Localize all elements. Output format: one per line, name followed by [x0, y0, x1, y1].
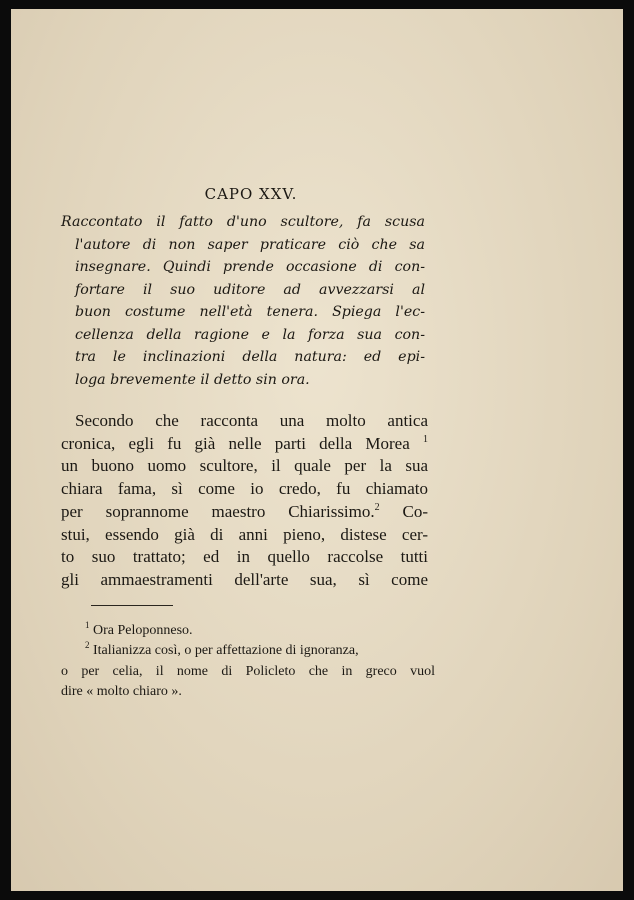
footnote-text: Italianizza così, o per affettazione di ignoranza, — [93, 643, 359, 659]
body-line: to suo trattato; ed in quello raccolse tutti — [61, 547, 428, 567]
body-line — [61, 501, 428, 524]
chapter-title: CAPO XXV. — [204, 185, 298, 203]
summary-line: l'autore di non saper praticare ciò che sa — [75, 236, 425, 253]
summary-line: fortare il suo uditore ad avvezzarsi al — [75, 281, 425, 298]
body-line — [61, 433, 428, 456]
summary-line: buon costume nell'età tenera. Spiega l'ec- — [75, 304, 425, 320]
summary-line: insegnare. Quindi prende occasione di con- — [75, 259, 425, 275]
footnote-line: dire « molto chiaro ». — [61, 683, 182, 699]
body-line: chiara fama, sì come io credo, fu chiamato — [61, 479, 428, 499]
book-page — [11, 9, 623, 891]
summary-line: Raccontato il fatto d'uno scultore, fa scusa — [61, 214, 425, 230]
summary-line: loga brevemente il detto sin ora. — [75, 371, 310, 388]
body-line: stui, essendo già di anni pieno, distese cer- — [61, 524, 428, 544]
footnote-mark: 1 — [85, 620, 90, 630]
chapter-summary — [61, 211, 425, 391]
footnote-ref-1: 1 — [423, 433, 428, 445]
footnote-divider — [91, 605, 173, 606]
body-line-text: per soprannome maestro Chiarissimo. — [61, 501, 375, 521]
body-line: un buono uomo scultore, il quale per la sua — [61, 456, 428, 476]
footnotes — [61, 621, 435, 702]
footnote-2 — [61, 641, 435, 661]
summary-line: tra le inclinazioni della natura: ed epi- — [75, 349, 425, 365]
body-line: gli ammaestramenti dell'arte sua, sì come — [61, 569, 428, 589]
body-text — [61, 410, 428, 592]
body-line-text: cronica, egli fu già nelle parti della Morea — [61, 433, 410, 453]
body-line-tail: Co- — [402, 501, 429, 521]
footnote-line: o per celia, il nome di Policleto che in greco vuol — [61, 663, 435, 679]
summary-line: cellenza della ragione e la forza sua con- — [75, 326, 425, 343]
footnote-mark: 2 — [85, 640, 90, 651]
footnote-text: Ora Peloponneso. — [93, 623, 193, 638]
footnote-ref-2: 2 — [374, 501, 380, 513]
footnote-1 — [61, 621, 435, 641]
body-line: Secondo che racconta una molto antica — [75, 411, 428, 430]
